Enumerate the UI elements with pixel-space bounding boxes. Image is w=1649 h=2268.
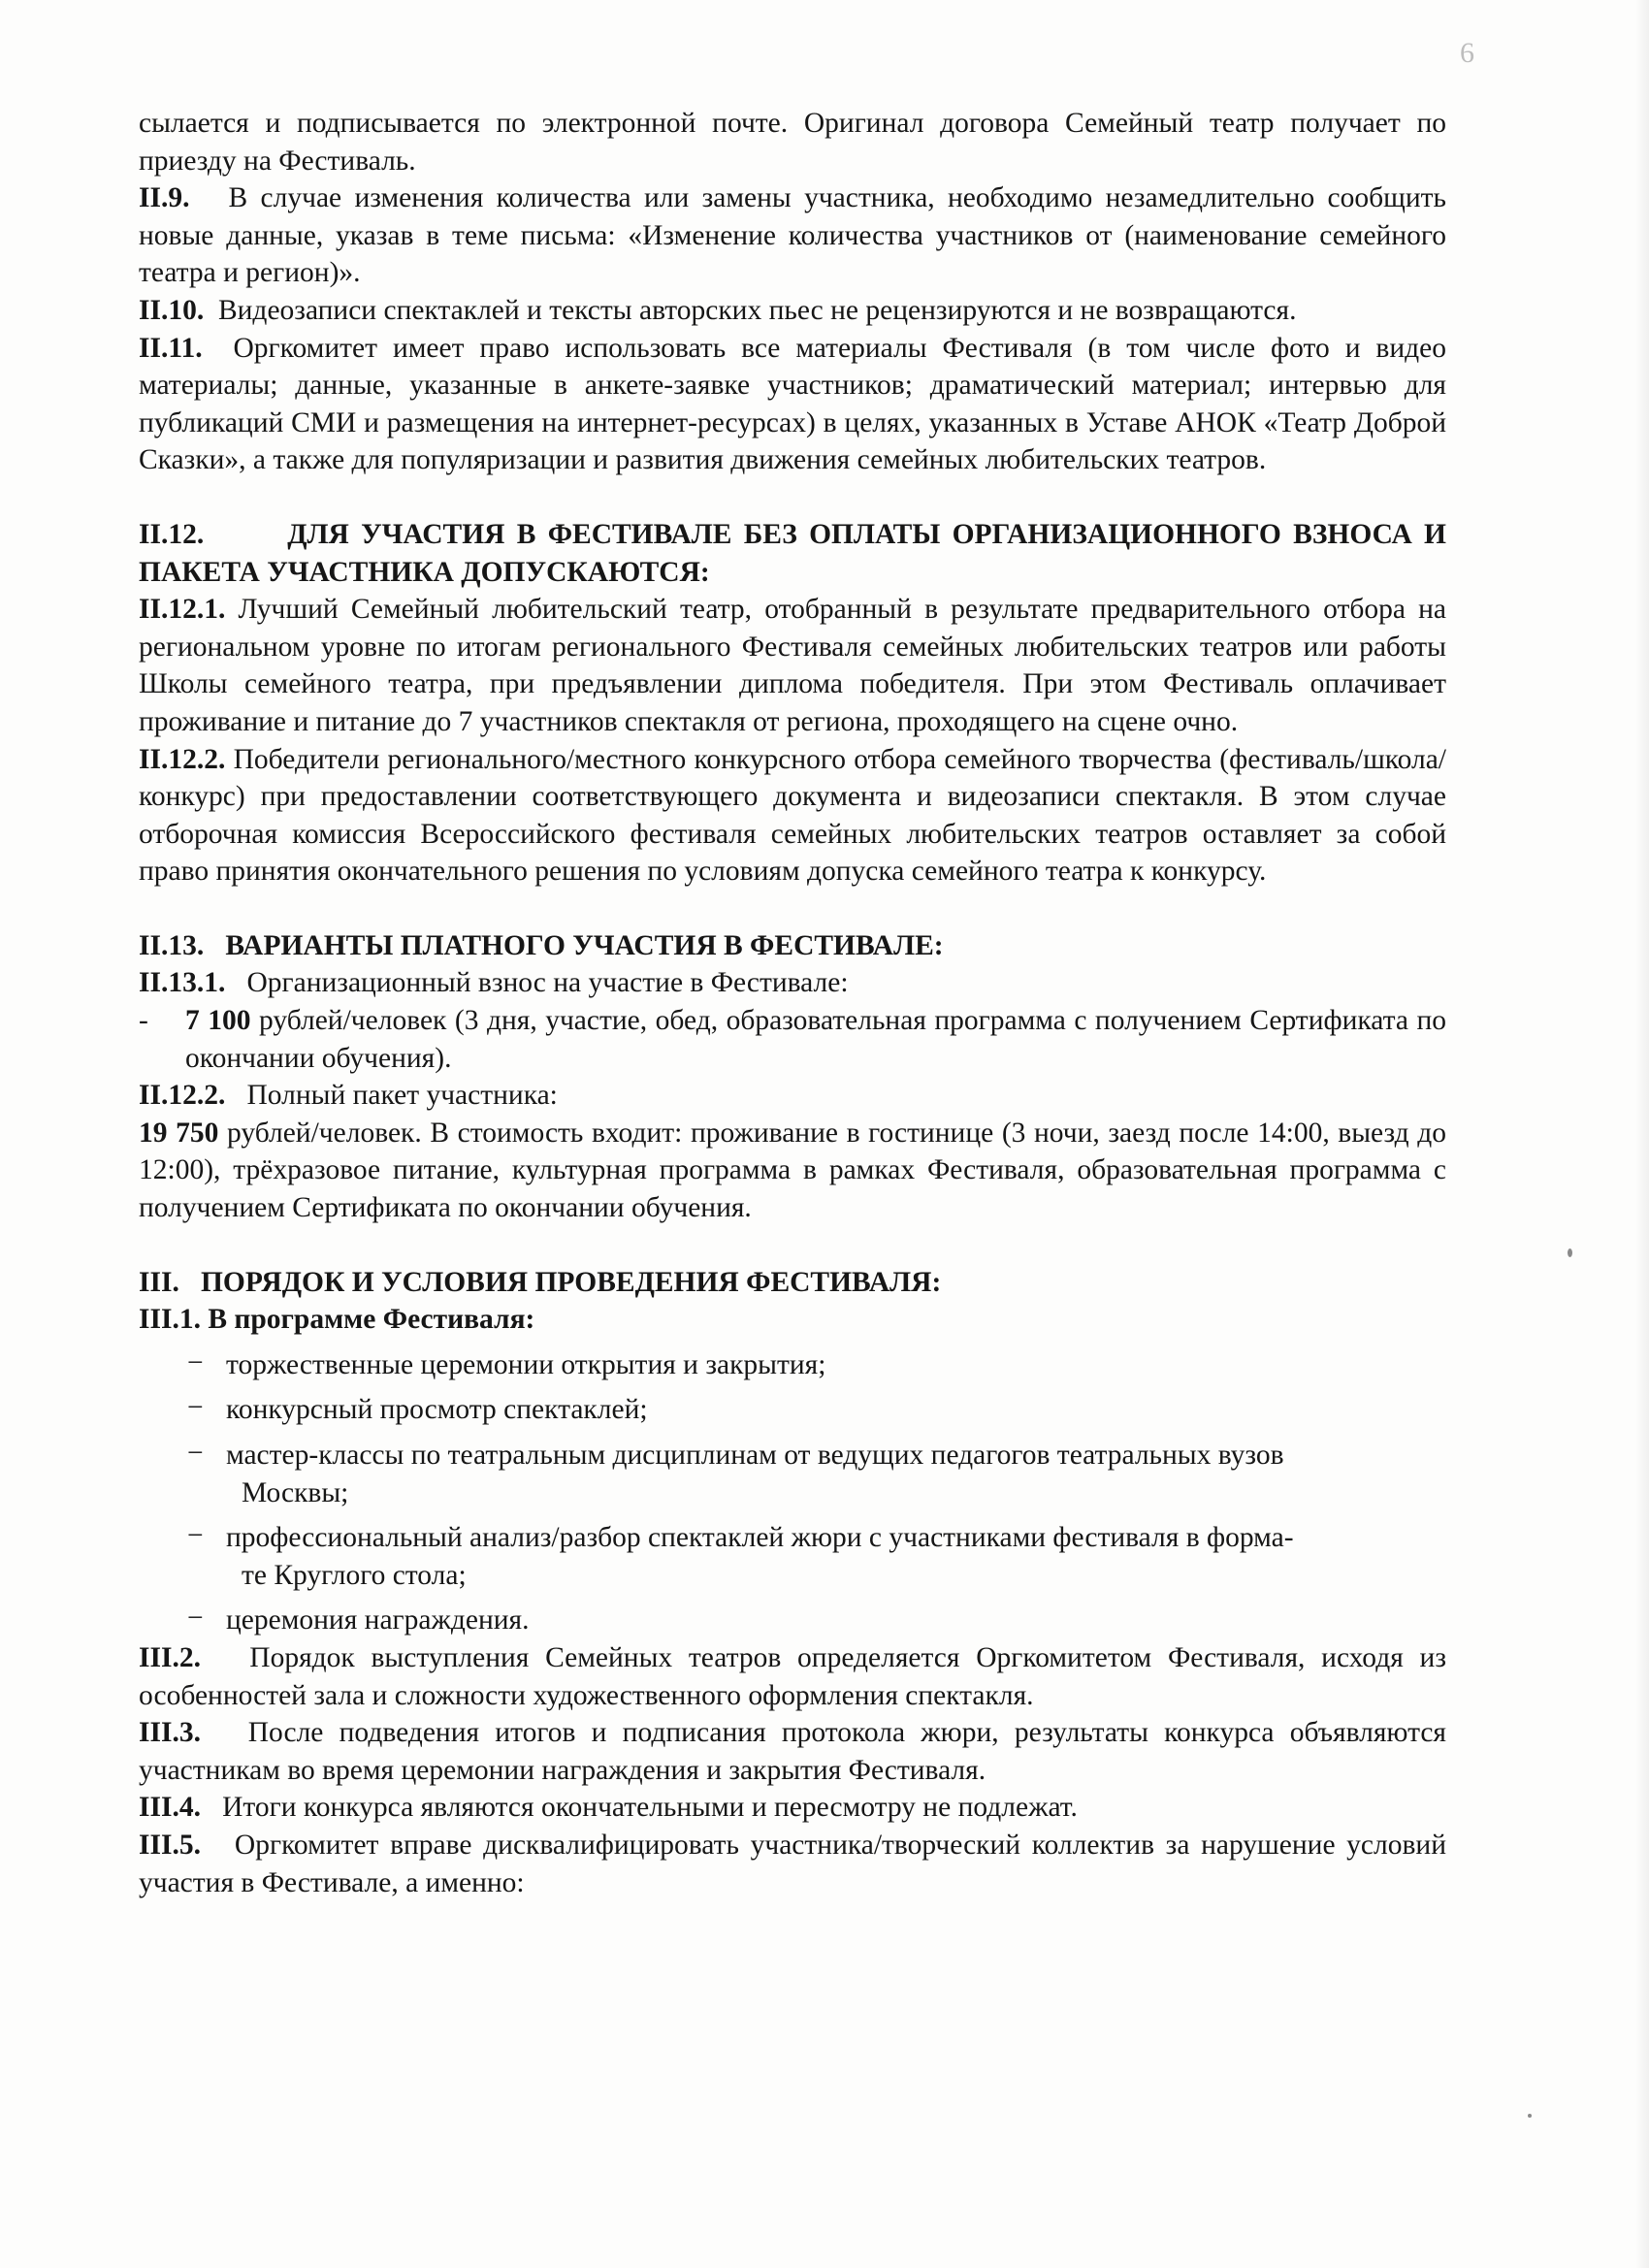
scan-shadow-edge — [1635, 0, 1649, 2268]
clause-number: III.2. — [139, 1641, 201, 1673]
scan-speck — [1568, 1248, 1572, 1257]
fee-amount: 7 100 — [185, 1005, 251, 1037]
scan-speck — [1528, 2114, 1532, 2118]
clause-text: Итоги конкурса являются окончательными и пересмотру не подлежат. — [222, 1792, 1078, 1824]
dash-marker: - — [139, 1005, 148, 1037]
clause-number: II.11. — [139, 332, 203, 364]
clause-text: После подведения итогов и подписания протокола жюри, результаты конкурса объявляются участникам во время церемонии награждения и закрытия Фестиваля. — [139, 1717, 1446, 1786]
clause-number: III.5. — [139, 1829, 201, 1861]
clause-text: Порядок выступления Семейных театров определяется Оргкомитетом Фестиваля, исходя из особенностей зала и сложности художественного оформления спектакля. — [139, 1641, 1446, 1711]
package-amount: 19 750 — [139, 1117, 219, 1149]
clause-text: Победители регионального/местного конкурсного отбора семейного творчества (фестиваль/школа/конкурс) при предоставлении соответствующего документа и видеозаписи спектакля. В этом случае отборочная комиссия Всероссийского фестиваля семейных любительских театров оставляет за собой право принятия окончательного решения по условиям допуска семейного театра к конкурсу. — [139, 743, 1446, 888]
clause-number: III.3. — [139, 1717, 201, 1749]
clause-ii-9 — [139, 179, 1446, 292]
clause-number: II.12.1. — [139, 594, 226, 626]
heading-title: ДЛЯ УЧАСТИЯ В ФЕСТИВАЛЕ БЕЗ ОПЛАТЫ ОРГАНИЗАЦИОННОГО ВЗНОСА И ПАКЕТА УЧАСТНИКА ДОПУСКАЮТСЯ: — [139, 518, 1447, 588]
clause-ii-12-2 — [139, 741, 1446, 891]
heading-number: II.13. — [139, 929, 205, 961]
list-item — [139, 1437, 1446, 1511]
clause-text: Полный пакет участника: — [246, 1080, 558, 1112]
list-item-continuation: те Круглого стола; — [242, 1559, 467, 1591]
clause-ii-12-1 — [139, 591, 1446, 740]
dash-marker: − — [187, 1392, 204, 1424]
package-item — [139, 1115, 1446, 1227]
heading-ii-12 — [139, 516, 1446, 591]
heading-ii-13 — [139, 927, 1446, 965]
paragraph-contract — [139, 105, 1446, 179]
fee-text: рублей/человек (3 дня, участие, обед, образовательная программа с получением Сертификата по окончании обучения). — [185, 1005, 1446, 1074]
clause-number: III.4. — [139, 1792, 201, 1824]
clause-number: II.13.1. — [139, 967, 226, 999]
list-item — [139, 1519, 1446, 1594]
clause-number: II.9. — [139, 182, 190, 214]
dash-marker: − — [187, 1603, 204, 1635]
page-corner-mark: 6 — [1460, 37, 1474, 69]
clause-ii-13-1 — [139, 964, 1446, 1002]
clause-ii-10 — [139, 292, 1446, 330]
clause-number: II.10. — [139, 294, 205, 326]
list-item — [139, 1602, 1446, 1639]
clause-iii-2 — [139, 1639, 1446, 1714]
clause-iii-3 — [139, 1714, 1446, 1789]
clause-number: II.12.2. — [139, 1080, 226, 1112]
list-item-text: мастер-классы по театральным дисциплинам от ведущих педагогов театральных вузов — [226, 1440, 1284, 1471]
clause-iii-4 — [139, 1789, 1446, 1827]
spacer — [139, 479, 1446, 516]
list-item — [139, 1346, 1446, 1384]
fee-item — [139, 1002, 1446, 1077]
package-text: рублей/человек. В стоимость входит: проживание в гостинице (3 ночи, заезд после 14:00, выезд до 12:00), трёхразовое питание, культурная программа в рамках Фестиваля, образовательная программа с получением Сертификата по окончании обучения. — [139, 1117, 1447, 1224]
heading-title: ВАРИАНТЫ ПЛАТНОГО УЧАСТИЯ В ФЕСТИВАЛЕ: — [225, 929, 944, 961]
program-list — [139, 1346, 1446, 1639]
clause-ii-12-2-package — [139, 1077, 1446, 1115]
heading-number: II.12. — [139, 518, 205, 550]
spacer — [139, 1227, 1446, 1264]
heading-title: ПОРЯДОК И УСЛОВИЯ ПРОВЕДЕНИЯ ФЕСТИВАЛЯ: — [200, 1266, 942, 1298]
paragraph-text: сылается и подписывается по электронной почте. Оригинал договора Семейный театр получает по приезду на Фестиваль. — [139, 108, 1446, 177]
clause-ii-11 — [139, 330, 1446, 479]
spacer — [139, 891, 1446, 927]
clause-number: II.12.2. — [139, 743, 226, 775]
list-item-text: церемония награждения. — [226, 1604, 530, 1636]
dash-marker: − — [187, 1346, 204, 1378]
document-body — [139, 105, 1446, 1901]
clause-text: Оргкомитет имеет право использовать все материалы Фестиваля (в том числе фото и видео материалы; данные, указанные в анкете-заявке участников; драматический материал; интервью для публикаций СМИ и размещения на интернет-ресурсах) в целях, указанных в Уставе АНОК «Театр Доброй Сказки», а также для популяризации и развития движения семейных любительских театров. — [139, 332, 1447, 476]
dash-marker: − — [187, 1438, 204, 1469]
heading-iii-1 — [139, 1301, 1446, 1339]
list-item — [139, 1391, 1446, 1429]
heading-iii — [139, 1264, 1446, 1302]
clause-text: Видеозаписи спектаклей и тексты авторских пьес не рецензируются и не возвращаются. — [217, 294, 1297, 326]
heading-number: III. — [139, 1266, 179, 1298]
dash-marker: − — [187, 1520, 204, 1552]
heading-title: III.1. В программе Фестиваля: — [139, 1304, 535, 1336]
list-item-text: профессиональный анализ/разбор спектаклей жюри с участниками фестиваля в форма- — [226, 1522, 1294, 1554]
clause-text: Оргкомитет вправе дисквалифицировать участника/творческий коллектив за нарушение условий участия в Фестивале, а именно: — [139, 1829, 1447, 1898]
list-item-text: конкурсный просмотр спектаклей; — [226, 1394, 648, 1426]
clause-text: Организационный взнос на участие в Фестивале: — [246, 967, 849, 999]
list-item-text: торжественные церемонии открытия и закрытия; — [226, 1348, 826, 1380]
clause-iii-5 — [139, 1827, 1446, 1901]
clause-text: Лучший Семейный любительский театр, отобранный в результате предварительного отбора на региональном уровне по итогам регионального Фестиваля семейных любительских театров или работы Школы семейного театра, при предъявлении диплома победителя. При этом Фестиваль оплачивает проживание и питание до 7 участников спектакля от региона, проходящего на сцене очно. — [139, 594, 1446, 737]
clause-text: В случае изменения количества или замены участника, необходимо незамедлительно сообщить новые данные, указав в теме письма: «Изменение количества участников от (наименование семейного театра и регион)». — [139, 182, 1446, 289]
list-item-continuation: Москвы; — [242, 1476, 349, 1508]
